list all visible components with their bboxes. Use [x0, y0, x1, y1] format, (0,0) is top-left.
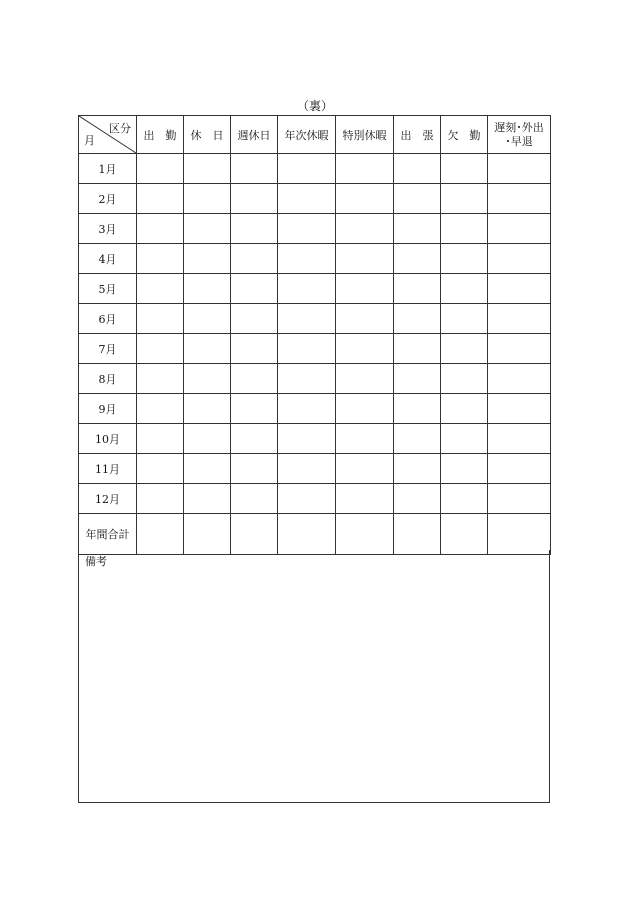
- month-cell[interactable]: [394, 454, 441, 484]
- month-cell[interactable]: [394, 424, 441, 454]
- month-cell[interactable]: [394, 184, 441, 214]
- month-cell[interactable]: [488, 394, 551, 424]
- column-header-business-trip: 出 張: [394, 116, 441, 154]
- month-cell[interactable]: [184, 214, 231, 244]
- month-cell[interactable]: [184, 244, 231, 274]
- month-cell[interactable]: [336, 364, 394, 394]
- month-cell[interactable]: [137, 304, 184, 334]
- month-cell[interactable]: [278, 334, 336, 364]
- month-cell[interactable]: [336, 454, 394, 484]
- month-cell[interactable]: [336, 424, 394, 454]
- month-cell[interactable]: [394, 394, 441, 424]
- month-cell[interactable]: [441, 214, 488, 244]
- column-header-weekly-holiday: 週休日: [231, 116, 278, 154]
- month-label: 7月: [79, 334, 137, 364]
- month-row: [79, 184, 551, 214]
- month-cell[interactable]: [441, 244, 488, 274]
- month-cell[interactable]: [278, 244, 336, 274]
- month-cell[interactable]: [278, 184, 336, 214]
- month-cell[interactable]: [488, 244, 551, 274]
- month-cell[interactable]: [184, 184, 231, 214]
- month-label: 12月: [79, 484, 137, 514]
- month-cell[interactable]: [137, 244, 184, 274]
- month-cell[interactable]: [137, 154, 184, 184]
- month-row: [79, 244, 551, 274]
- month-cell[interactable]: [394, 364, 441, 394]
- month-label: 10月: [79, 424, 137, 454]
- total-row: [79, 514, 551, 555]
- month-cell[interactable]: [278, 364, 336, 394]
- month-cell[interactable]: [231, 484, 278, 514]
- month-row: [79, 304, 551, 334]
- month-cell[interactable]: [488, 484, 551, 514]
- month-cell[interactable]: [184, 274, 231, 304]
- month-row: [79, 154, 551, 184]
- total-cell[interactable]: [137, 514, 184, 555]
- month-cell[interactable]: [184, 364, 231, 394]
- month-label: 6月: [79, 304, 137, 334]
- month-cell[interactable]: [336, 184, 394, 214]
- corner-label-category: 区分: [109, 122, 131, 135]
- month-cell[interactable]: [184, 394, 231, 424]
- month-cell[interactable]: [278, 214, 336, 244]
- month-cell[interactable]: [184, 154, 231, 184]
- month-row: [79, 334, 551, 364]
- month-cell[interactable]: [394, 154, 441, 184]
- month-cell[interactable]: [488, 214, 551, 244]
- month-cell[interactable]: [441, 394, 488, 424]
- month-row: [79, 484, 551, 514]
- month-cell[interactable]: [336, 394, 394, 424]
- total-cell[interactable]: [441, 514, 488, 555]
- month-cell[interactable]: [278, 154, 336, 184]
- month-cell[interactable]: [488, 274, 551, 304]
- month-cell[interactable]: [231, 274, 278, 304]
- total-cell[interactable]: [231, 514, 278, 555]
- month-cell[interactable]: [336, 154, 394, 184]
- month-cell[interactable]: [137, 184, 184, 214]
- month-cell[interactable]: [441, 334, 488, 364]
- month-label: 3月: [79, 214, 137, 244]
- total-cell[interactable]: [394, 514, 441, 555]
- remarks-box[interactable]: [78, 550, 550, 803]
- month-cell[interactable]: [394, 214, 441, 244]
- month-cell[interactable]: [231, 364, 278, 394]
- month-cell[interactable]: [394, 244, 441, 274]
- month-cell[interactable]: [394, 274, 441, 304]
- total-cell[interactable]: [184, 514, 231, 555]
- total-cell[interactable]: [336, 514, 394, 555]
- month-cell[interactable]: [488, 364, 551, 394]
- month-cell[interactable]: [336, 304, 394, 334]
- month-row: [79, 214, 551, 244]
- month-cell[interactable]: [336, 274, 394, 304]
- month-cell[interactable]: [137, 484, 184, 514]
- month-cell[interactable]: [488, 154, 551, 184]
- month-label: 5月: [79, 274, 137, 304]
- month-cell[interactable]: [488, 304, 551, 334]
- column-header-late-leave-text: 遅刻･外出 ･早退: [494, 120, 544, 148]
- total-label: 年間合計: [79, 514, 137, 555]
- month-cell[interactable]: [184, 424, 231, 454]
- month-cell[interactable]: [231, 214, 278, 244]
- month-cell[interactable]: [278, 274, 336, 304]
- month-label: 4月: [79, 244, 137, 274]
- month-cell[interactable]: [231, 154, 278, 184]
- column-header-absence: 欠 勤: [441, 116, 488, 154]
- month-row: [79, 424, 551, 454]
- month-cell[interactable]: [488, 454, 551, 484]
- month-cell[interactable]: [336, 214, 394, 244]
- month-cell[interactable]: [278, 454, 336, 484]
- month-cell[interactable]: [137, 394, 184, 424]
- month-label: 2月: [79, 184, 137, 214]
- month-cell[interactable]: [231, 424, 278, 454]
- remarks-label: 備考: [85, 555, 107, 568]
- month-cell[interactable]: [278, 394, 336, 424]
- month-cell[interactable]: [278, 484, 336, 514]
- month-cell[interactable]: [137, 364, 184, 394]
- total-cell[interactable]: [488, 514, 551, 555]
- month-cell[interactable]: [184, 484, 231, 514]
- month-cell[interactable]: [231, 334, 278, 364]
- header-row: [79, 116, 551, 154]
- page-title: （裏）: [296, 99, 333, 113]
- month-cell[interactable]: [441, 424, 488, 454]
- corner-label-month: 月: [84, 134, 95, 147]
- month-cell[interactable]: [278, 424, 336, 454]
- month-label: 9月: [79, 394, 137, 424]
- month-row: [79, 394, 551, 424]
- month-cell[interactable]: [488, 334, 551, 364]
- month-cell[interactable]: [441, 184, 488, 214]
- month-row: [79, 274, 551, 304]
- month-cell[interactable]: [441, 364, 488, 394]
- month-cell[interactable]: [137, 424, 184, 454]
- column-header-attendance: 出 勤: [137, 116, 184, 154]
- month-cell[interactable]: [441, 274, 488, 304]
- month-cell[interactable]: [394, 334, 441, 364]
- month-label: 8月: [79, 364, 137, 394]
- total-cell[interactable]: [278, 514, 336, 555]
- month-cell[interactable]: [441, 484, 488, 514]
- month-cell[interactable]: [336, 334, 394, 364]
- column-header-annual-leave: 年次休暇: [278, 116, 336, 154]
- column-header-special-leave: 特別休暇: [336, 116, 394, 154]
- column-header-late-leave: [488, 116, 551, 154]
- month-cell[interactable]: [231, 244, 278, 274]
- month-row: [79, 454, 551, 484]
- month-cell[interactable]: [336, 484, 394, 514]
- month-cell[interactable]: [231, 184, 278, 214]
- month-row: [79, 364, 551, 394]
- month-cell[interactable]: [441, 304, 488, 334]
- month-cell[interactable]: [336, 244, 394, 274]
- month-cell[interactable]: [184, 334, 231, 364]
- month-cell[interactable]: [231, 454, 278, 484]
- corner-cell: [79, 116, 137, 154]
- month-cell[interactable]: [394, 304, 441, 334]
- month-cell[interactable]: [441, 454, 488, 484]
- month-label: 11月: [79, 454, 137, 484]
- month-cell[interactable]: [137, 214, 184, 244]
- column-header-holiday: 休 日: [184, 116, 231, 154]
- month-cell[interactable]: [184, 304, 231, 334]
- month-cell[interactable]: [137, 454, 184, 484]
- month-cell[interactable]: [231, 304, 278, 334]
- month-cell[interactable]: [184, 454, 231, 484]
- month-cell[interactable]: [488, 424, 551, 454]
- month-cell[interactable]: [441, 154, 488, 184]
- month-cell[interactable]: [278, 304, 336, 334]
- month-cell[interactable]: [137, 274, 184, 304]
- month-cell[interactable]: [394, 484, 441, 514]
- month-cell[interactable]: [137, 334, 184, 364]
- month-label: 1月: [79, 154, 137, 184]
- month-cell[interactable]: [488, 184, 551, 214]
- attendance-table: [78, 115, 551, 555]
- month-cell[interactable]: [231, 394, 278, 424]
